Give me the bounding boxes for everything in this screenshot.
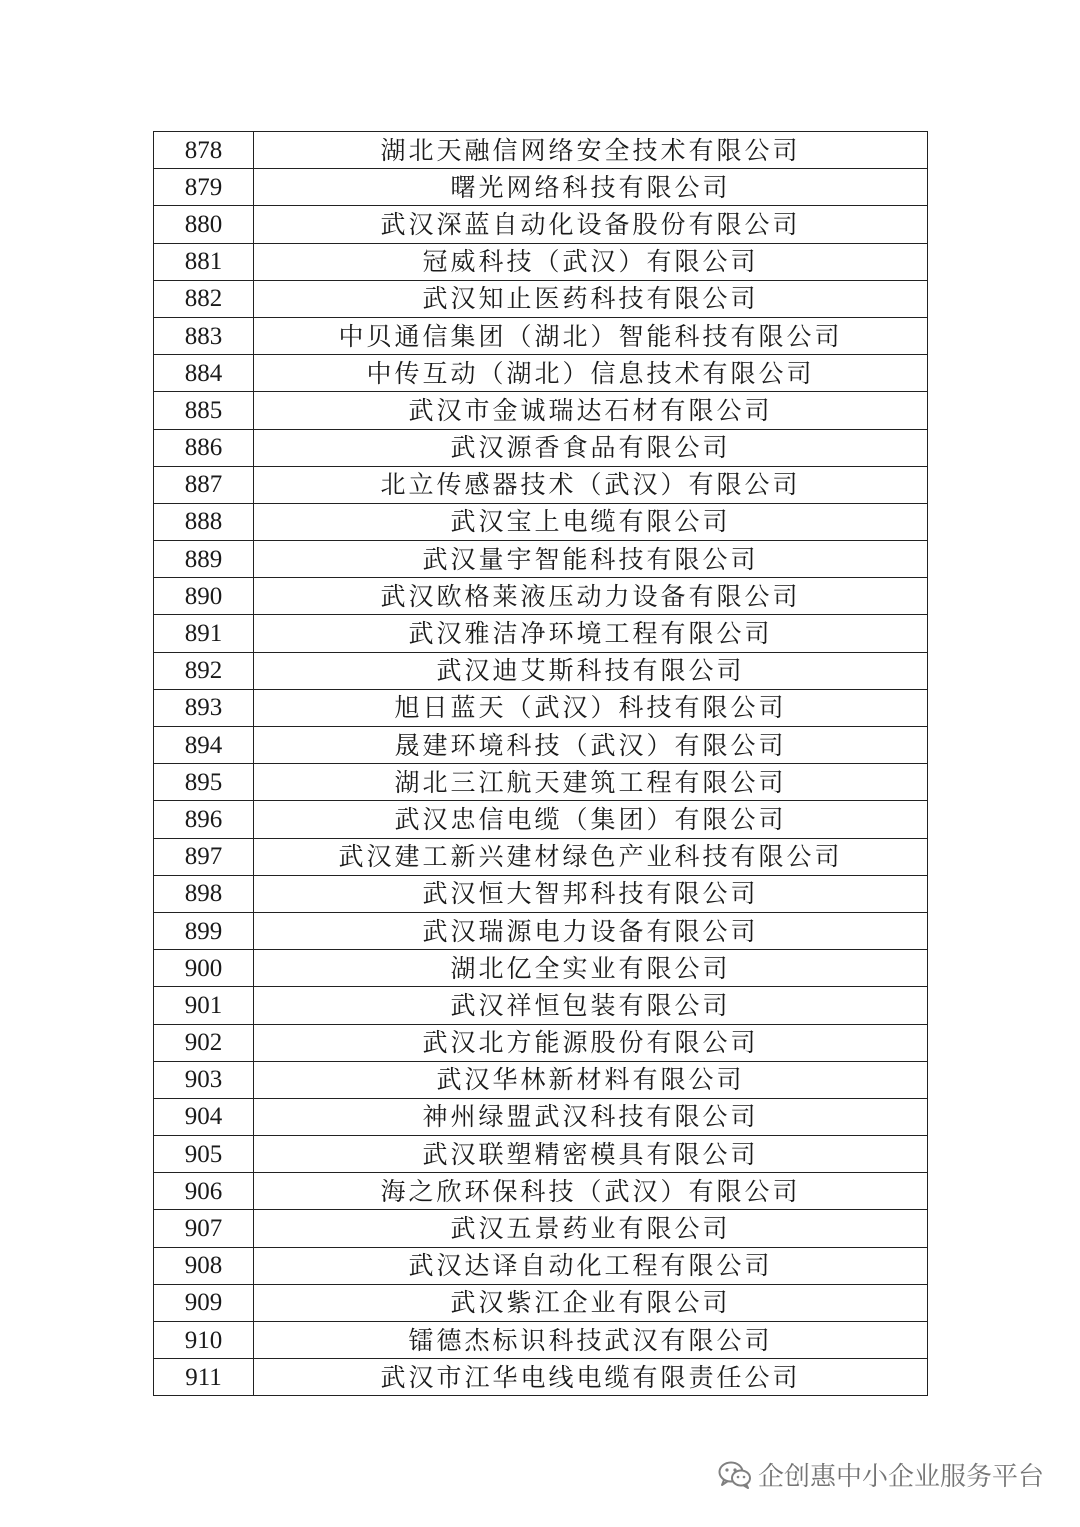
row-number: 891 xyxy=(154,615,254,652)
row-number: 880 xyxy=(154,206,254,243)
row-number: 896 xyxy=(154,801,254,838)
company-name: 武汉忠信电缆（集团）有限公司 xyxy=(254,801,928,838)
table-row xyxy=(154,355,928,392)
row-number: 906 xyxy=(154,1173,254,1210)
row-number: 890 xyxy=(154,578,254,615)
table-row xyxy=(154,503,928,540)
table-row xyxy=(154,466,928,503)
table-row xyxy=(154,1359,928,1396)
table-row xyxy=(154,392,928,429)
company-name: 晟建环境科技（武汉）有限公司 xyxy=(254,727,928,764)
company-name: 武汉五景药业有限公司 xyxy=(254,1210,928,1247)
table-row xyxy=(154,429,928,466)
row-number: 887 xyxy=(154,466,254,503)
row-number: 904 xyxy=(154,1098,254,1135)
company-name: 武汉联塑精密模具有限公司 xyxy=(254,1136,928,1173)
row-number: 897 xyxy=(154,838,254,875)
company-name: 旭日蓝天（武汉）科技有限公司 xyxy=(254,689,928,726)
watermark xyxy=(718,1456,1044,1493)
table-row xyxy=(154,1098,928,1135)
table-row xyxy=(154,317,928,354)
row-number: 899 xyxy=(154,912,254,949)
row-number: 883 xyxy=(154,317,254,354)
company-name: 中贝通信集团（湖北）智能科技有限公司 xyxy=(254,317,928,354)
company-name: 武汉达译自动化工程有限公司 xyxy=(254,1247,928,1284)
table-row xyxy=(154,1322,928,1359)
company-name: 湖北亿全实业有限公司 xyxy=(254,950,928,987)
table-row xyxy=(154,1173,928,1210)
row-number: 900 xyxy=(154,950,254,987)
company-name: 武汉欧格莱液压动力设备有限公司 xyxy=(254,578,928,615)
row-number: 910 xyxy=(154,1322,254,1359)
table-row xyxy=(154,912,928,949)
company-name: 武汉建工新兴建材绿色产业科技有限公司 xyxy=(254,838,928,875)
company-name: 中传互动（湖北）信息技术有限公司 xyxy=(254,355,928,392)
row-number: 911 xyxy=(154,1359,254,1396)
table-row xyxy=(154,838,928,875)
table-row xyxy=(154,1247,928,1284)
table-row xyxy=(154,280,928,317)
row-number: 885 xyxy=(154,392,254,429)
table-row xyxy=(154,1210,928,1247)
company-name: 武汉祥恒包装有限公司 xyxy=(254,987,928,1024)
row-number: 879 xyxy=(154,169,254,206)
table-row xyxy=(154,1024,928,1061)
table-row xyxy=(154,987,928,1024)
company-name: 武汉市江华电线电缆有限责任公司 xyxy=(254,1359,928,1396)
row-number: 902 xyxy=(154,1024,254,1061)
company-name: 神州绿盟武汉科技有限公司 xyxy=(254,1098,928,1135)
company-name: 海之欣环保科技（武汉）有限公司 xyxy=(254,1173,928,1210)
company-list-table xyxy=(153,131,928,1396)
company-name: 武汉华林新材料有限公司 xyxy=(254,1061,928,1098)
row-number: 878 xyxy=(154,132,254,169)
company-name: 北立传感器技术（武汉）有限公司 xyxy=(254,466,928,503)
row-number: 888 xyxy=(154,503,254,540)
company-name: 武汉瑞源电力设备有限公司 xyxy=(254,912,928,949)
row-number: 905 xyxy=(154,1136,254,1173)
company-name: 武汉源香食品有限公司 xyxy=(254,429,928,466)
table-row xyxy=(154,652,928,689)
company-name: 武汉市金诚瑞达石材有限公司 xyxy=(254,392,928,429)
table-row xyxy=(154,243,928,280)
company-name: 湖北三江航天建筑工程有限公司 xyxy=(254,764,928,801)
table-row xyxy=(154,801,928,838)
table-row xyxy=(154,615,928,652)
company-name: 湖北天融信网络安全技术有限公司 xyxy=(254,132,928,169)
row-number: 903 xyxy=(154,1061,254,1098)
company-name: 武汉知止医药科技有限公司 xyxy=(254,280,928,317)
table-row xyxy=(154,578,928,615)
table-row xyxy=(154,206,928,243)
table-row xyxy=(154,1284,928,1321)
table-row xyxy=(154,169,928,206)
company-name: 冠威科技（武汉）有限公司 xyxy=(254,243,928,280)
table-row xyxy=(154,1136,928,1173)
company-name: 武汉迪艾斯科技有限公司 xyxy=(254,652,928,689)
row-number: 907 xyxy=(154,1210,254,1247)
row-number: 884 xyxy=(154,355,254,392)
table-row xyxy=(154,727,928,764)
row-number: 892 xyxy=(154,652,254,689)
row-number: 889 xyxy=(154,541,254,578)
company-name: 武汉北方能源股份有限公司 xyxy=(254,1024,928,1061)
company-name: 武汉宝上电缆有限公司 xyxy=(254,503,928,540)
table-row xyxy=(154,541,928,578)
table-row xyxy=(154,132,928,169)
table-row xyxy=(154,1061,928,1098)
row-number: 895 xyxy=(154,764,254,801)
table-row xyxy=(154,950,928,987)
row-number: 886 xyxy=(154,429,254,466)
row-number: 882 xyxy=(154,280,254,317)
table-row xyxy=(154,689,928,726)
watermark-text: 企创惠中小企业服务平台 xyxy=(757,1462,1044,1492)
row-number: 881 xyxy=(154,243,254,280)
table-row xyxy=(154,764,928,801)
company-name: 曙光网络科技有限公司 xyxy=(254,169,928,206)
company-name: 镭德杰标识科技武汉有限公司 xyxy=(254,1322,928,1359)
company-name: 武汉恒大智邦科技有限公司 xyxy=(254,875,928,912)
row-number: 901 xyxy=(154,987,254,1024)
company-name: 武汉雅洁净环境工程有限公司 xyxy=(254,615,928,652)
wechat-icon xyxy=(718,1461,752,1489)
row-number: 894 xyxy=(154,727,254,764)
row-number: 893 xyxy=(154,689,254,726)
table-row xyxy=(154,875,928,912)
row-number: 908 xyxy=(154,1247,254,1284)
table-body xyxy=(154,132,928,1396)
row-number: 909 xyxy=(154,1284,254,1321)
company-name: 武汉深蓝自动化设备股份有限公司 xyxy=(254,206,928,243)
company-name: 武汉紫江企业有限公司 xyxy=(254,1284,928,1321)
row-number: 898 xyxy=(154,875,254,912)
company-name: 武汉量宇智能科技有限公司 xyxy=(254,541,928,578)
